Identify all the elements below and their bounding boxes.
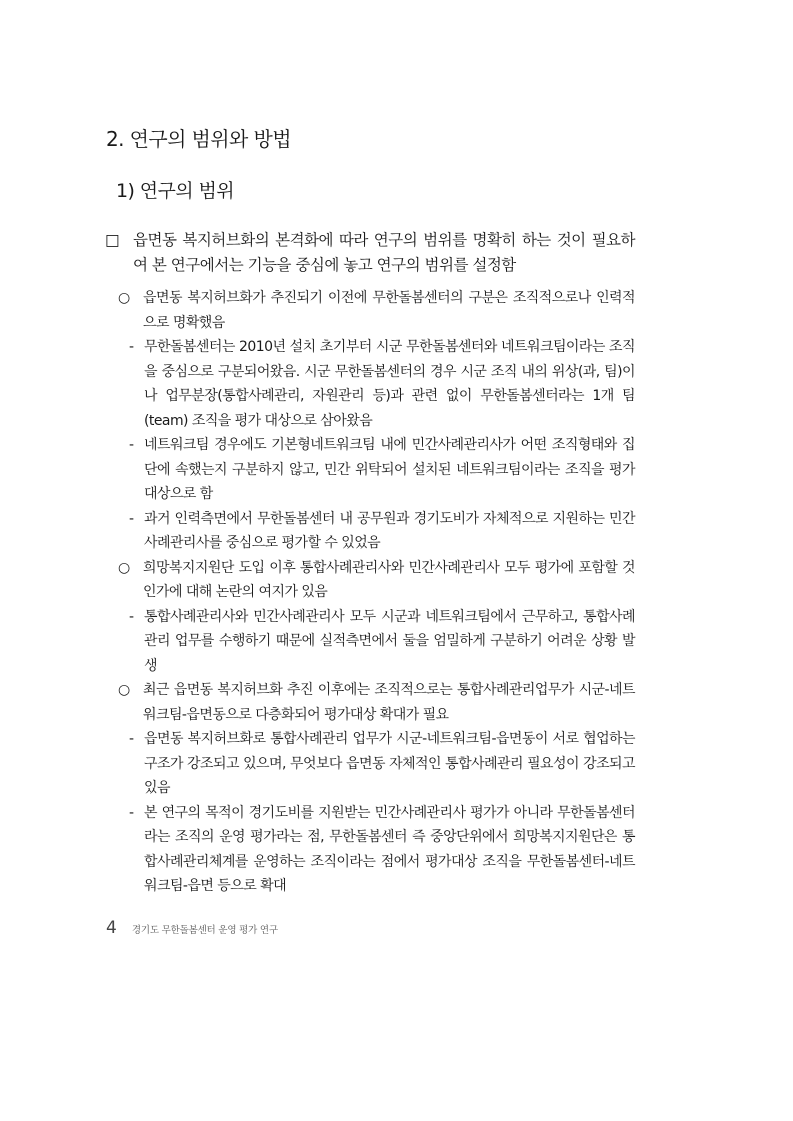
circle-bullet-text: 읍면동 복지허브화가 추진되기 이전에 무한돌봄센터의 구분은 조직적으로나 인력적으로 명확했음 [143, 290, 635, 331]
dash-bullet-item [118, 335, 635, 433]
dash-bullet-icon: - [129, 437, 134, 453]
circle-bullet-text: 최근 읍면동 복지허브화 추진 이후에는 조직적으로는 통합사례관리업무가 시군-네트워크팀-읍면동으로 다층화되어 평가대상 확대가 필요 [143, 682, 635, 723]
dash-bullet-item [118, 801, 635, 899]
square-bullet-icon: □ [105, 231, 120, 249]
circle-bullet-item [118, 286, 635, 335]
dash-bullet-icon: - [129, 731, 134, 747]
subsection-title: 1) 연구의 범위 [116, 180, 234, 202]
section-title: 2. 연구의 범위와 방법 [106, 127, 291, 151]
dash-bullet-text: 과거 인력측면에서 무한돌봄센터 내 공무원과 경기도비가 자체적으로 지원하는 민간사례관리사를 중심으로 평가할 수 있었음 [144, 510, 635, 551]
dash-bullet-text: 본 연구의 목적이 경기도비를 지원받는 민간사례관리사 평가가 아니라 무한돌봄센터라는 조직의 운영 평가라는 점, 무한돌봄센터 즉 중앙단위에서 희망복지지원단은 통합사례관리체계를 운영하는 조직이라는 점에서 평가대상 조직을 무한돌봄센터-네트워크팀-읍면 등으로 확대 [144, 804, 635, 894]
dash-bullet-icon: - [129, 510, 134, 527]
square-bullet-paragraph [105, 228, 635, 278]
dash-bullet-text: 무한돌봄센터는 2010년 설치 초기부터 시군 무한돌봄센터와 네트워크팀이라는 조직을 중심으로 구분되어왔음. 시군 무한돌봄센터의 경우 시군 조직 내의 위상(과, 팀)이나 업무분장(통합사례관리, 자원관리 등)과 관련 없이 무한돌봄센터라는 1개 팀(team) 조직을 평가 대상으로 삼아왔음 [144, 339, 635, 429]
dash-bullet-icon: - [129, 608, 134, 625]
dash-bullet-text: 통합사례관리사와 민간사례관리사 모두 시군과 네트워크팀에서 근무하고, 통합사례관리 업무를 수행하기 때문에 실적측면에서 둘을 엄밀하게 구분하기 어려운 상황 발생 [144, 608, 635, 674]
square-bullet-text: 읍면동 복지허브화의 본격화에 따라 연구의 범위를 명확히 하는 것이 필요하여 본 연구에서는 기능을 중심에 놓고 연구의 범위를 설정함 [133, 231, 635, 274]
circle-bullet-item [118, 678, 635, 727]
circle-bullet-text: 희망복지지원단 도입 이후 통합사례관리사와 민간사례관리사 모두 평가에 포함할 것인가에 대해 논란의 여지가 있음 [143, 559, 635, 600]
circle-bullet-icon: ○ [118, 682, 130, 698]
circle-bullet-icon: ○ [118, 559, 130, 576]
dash-bullet-item [118, 727, 635, 801]
dash-bullet-item [118, 433, 635, 507]
dash-bullet-item [118, 605, 635, 679]
page-footer [106, 918, 278, 938]
dash-bullet-text: 네트워크팀 경우에도 기본형네트워크팀 내에 민간사례관리사가 어떤 조직형태와 집단에 속했는지 구분하지 않고, 민간 위탁되어 설치된 네트워크팀이라는 조직을 평가대상으로 함 [144, 437, 635, 502]
dash-bullet-text: 읍면동 복지허브화로 통합사례관리 업무가 시군-네트워크팀-읍면동이 서로 협업하는 구조가 강조되고 있으며, 무엇보다 읍면동 자체적인 통합사례관리 필요성이 강조되고 있음 [144, 731, 635, 796]
dash-bullet-item [118, 507, 635, 556]
circle-bullet-icon: ○ [118, 290, 130, 306]
dash-bullet-icon: - [129, 804, 134, 821]
circle-bullet-item [118, 556, 635, 605]
bullet-list [118, 286, 635, 899]
footer-title: 경기도 무한돌봄센터 운영 평가 연구 [131, 925, 278, 936]
page-number: 4 [106, 918, 117, 938]
dash-bullet-icon: - [129, 339, 134, 355]
